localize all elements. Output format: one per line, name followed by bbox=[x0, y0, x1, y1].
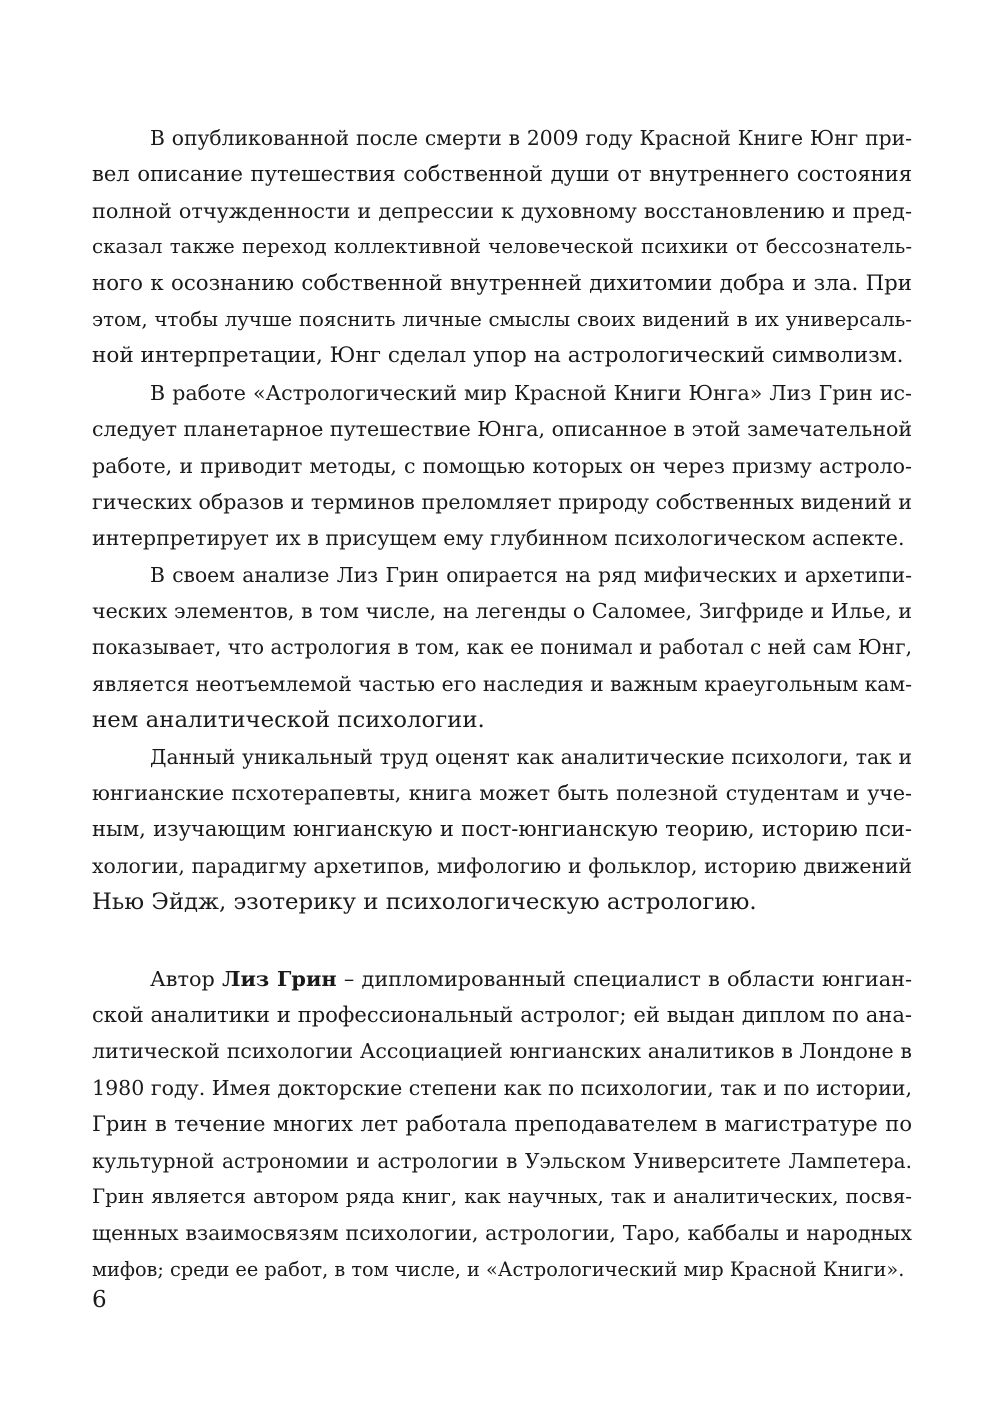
text-line: ным, изучающим юнгианскую и пост-юнгианскую теорию, историю пси- bbox=[92, 816, 912, 842]
text-line: этом, чтобы лучше пояснить личные смыслы своих видений в их универсаль- bbox=[92, 307, 912, 331]
text-line: интерпретирует их в присущем ему глубинном психологическом аспекте. bbox=[92, 526, 905, 551]
text-line: ской аналитики и профессиональный астролог; ей выдан диплом по ана- bbox=[92, 1001, 912, 1027]
paragraph bbox=[92, 375, 912, 557]
section-spacer bbox=[92, 921, 912, 961]
text-line: нем аналитической психологии. bbox=[92, 707, 485, 734]
text-line: Данный уникальный труд оценят как аналитические психологи, так и bbox=[150, 744, 912, 769]
text-line bbox=[92, 961, 912, 997]
text-line: культурной астрономии и астрологии в Уэльском Университете Лампетера. bbox=[92, 1148, 912, 1173]
text-line: юнгианские псхотерапевты, книга может быть полезной студентам и уче- bbox=[92, 781, 912, 806]
text-line: сказал также переход коллективной человеческой психики от бессознатель- bbox=[92, 235, 912, 259]
text-line: мифов; среди ее работ, в том числе, и «Астрологический мир Красной Книги». bbox=[92, 1257, 905, 1281]
text-line: ной интерпретации, Юнг сделал упор на астрологический символизм. bbox=[92, 343, 904, 369]
bio-suffix: – дипломированный специалист в области юнгиан- bbox=[336, 966, 912, 991]
text-line: является неотъемлемой частью его наследия и важным краеугольным кам- bbox=[92, 671, 912, 696]
text-line: щенных взаимосвязям психологии, астрологии, Таро, каббалы и народных bbox=[92, 1221, 912, 1246]
page-number: 6 bbox=[92, 1287, 107, 1313]
bio-prefix: Автор bbox=[150, 966, 223, 991]
text-line: следует планетарное путешествие Юнга, описанное в этой замечательной bbox=[92, 417, 913, 442]
paragraph bbox=[92, 557, 912, 739]
text-line: гических образов и терминов преломляет природу собственных видений и bbox=[92, 489, 912, 514]
text-line: литической психологии Ассоциацией юнгианских аналитиков в Лондоне в bbox=[92, 1039, 912, 1064]
text-line: вел описание путешествия собственной души от внутреннего состояния bbox=[92, 161, 912, 187]
text-line: работе, и приводит методы, с помощью которых он через призму астроло- bbox=[92, 453, 912, 478]
text-line: хологии, парадигму архетипов, мифологию и фольклор, историю движений bbox=[92, 853, 912, 878]
text-line: показывает, что астрология в том, как ее понимал и работал с ней сам Юнг, bbox=[92, 635, 912, 660]
text-line: Грин является автором ряда книг, как научных, так и аналитических, посвя- bbox=[92, 1184, 912, 1208]
text-line: В опубликованной после смерти в 2009 году Красной Книге Юнг при- bbox=[150, 126, 912, 150]
paragraph bbox=[92, 120, 912, 375]
text-line: Грин в течение многих лет работала преподавателем в магистратуре по bbox=[92, 1111, 912, 1137]
text-line: Нью Эйдж, эзотерику и психологическую астрологию. bbox=[92, 889, 757, 916]
text-line: ного к осознанию собственной внутренней дихитомии добра и зла. При bbox=[92, 270, 912, 296]
author-bio bbox=[92, 961, 912, 1289]
text-line: В своем анализе Лиз Грин опирается на ряд мифических и архетипи- bbox=[150, 562, 912, 587]
page-body bbox=[92, 120, 912, 1288]
author-name: Лиз Грин bbox=[222, 965, 337, 991]
paragraph bbox=[92, 739, 912, 921]
text-line: В работе «Астрологический мир Красной Книги Юнга» Лиз Грин ис- bbox=[150, 380, 912, 405]
text-line: 1980 году. Имея докторские степени как по психологии, так и по истории, bbox=[92, 1075, 912, 1100]
text-line: ческих элементов, в том числе, на легенды о Саломее, Зигфриде и Илье, и bbox=[92, 599, 912, 624]
text-line: полной отчужденности и депрессии к духовному восстановлению и пред- bbox=[92, 198, 912, 223]
